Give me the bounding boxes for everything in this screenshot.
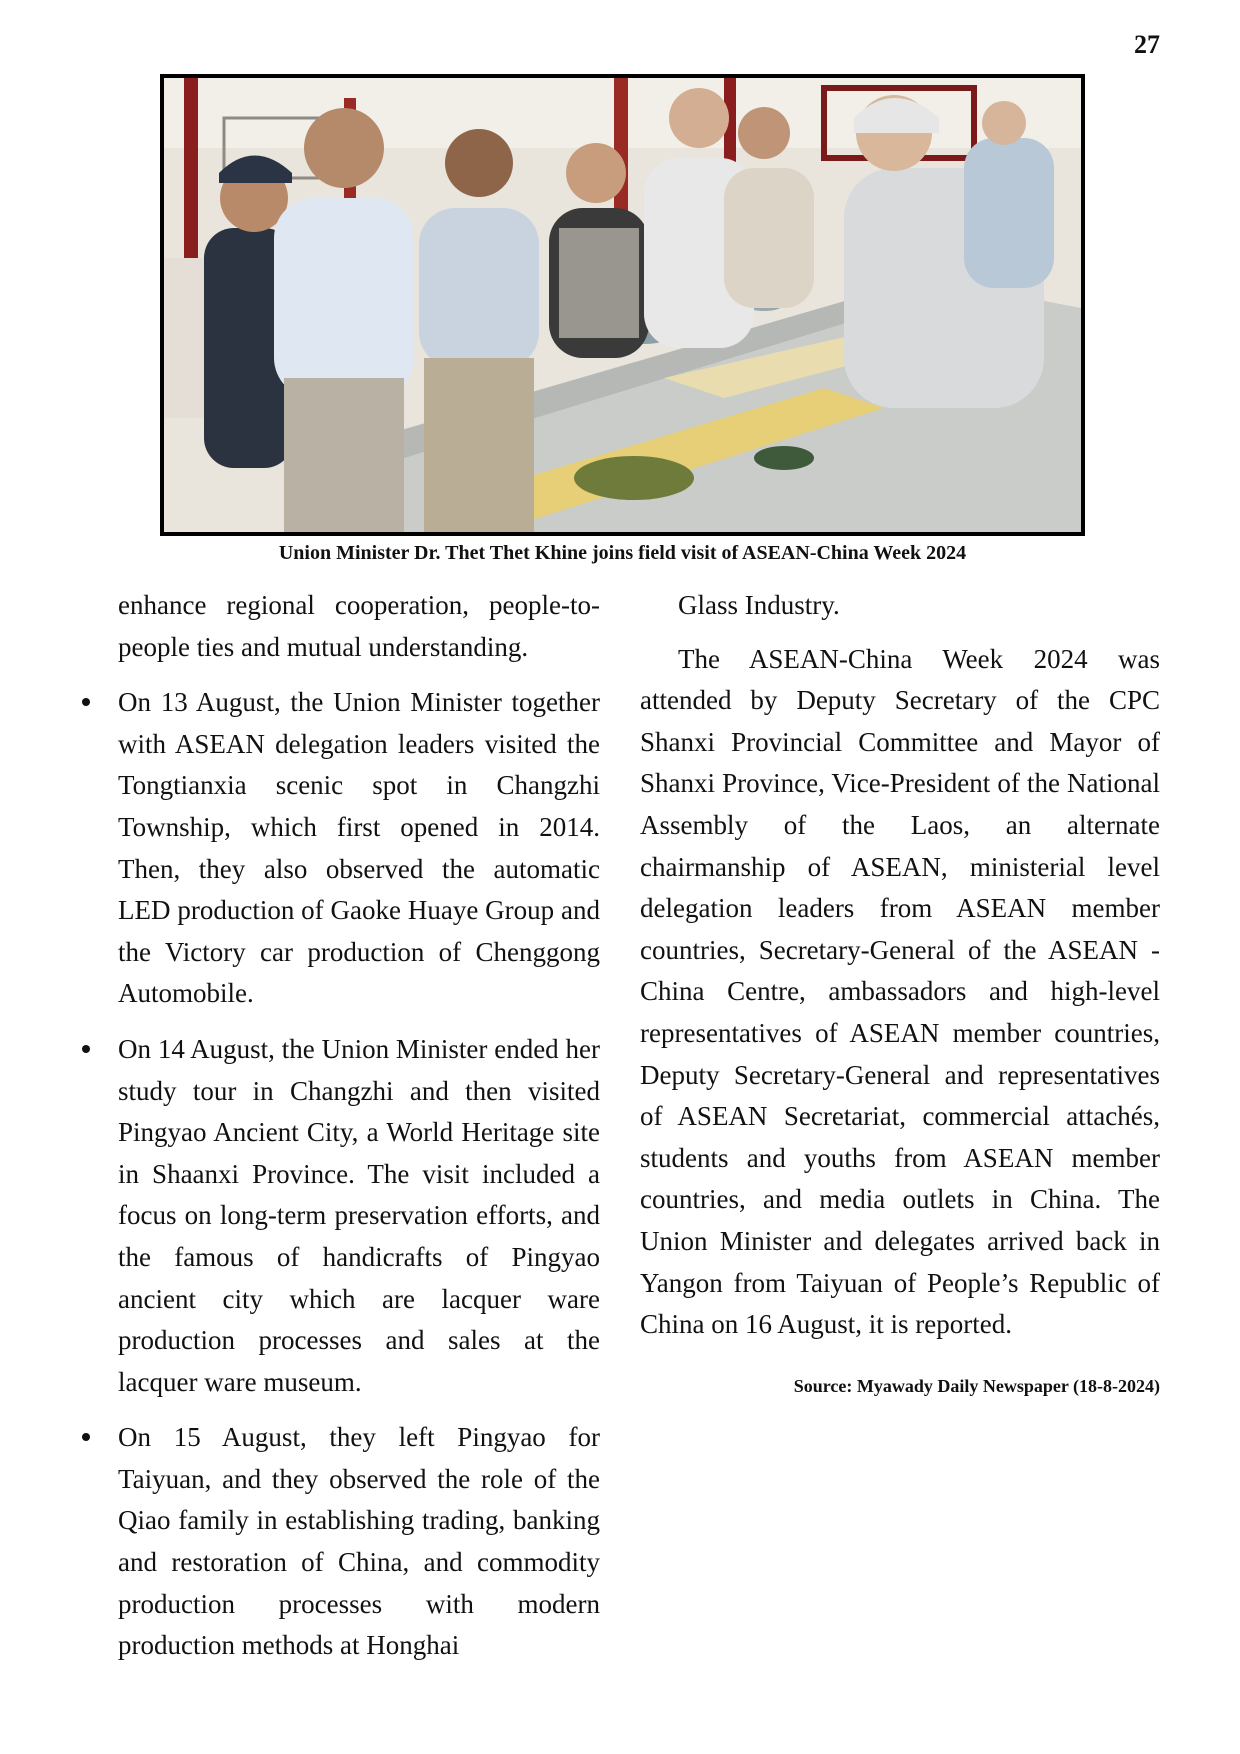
left-column — [118, 585, 600, 1681]
body-paragraph: The ASEAN-China Week 2024 was attended by Deputy Secretary of the CPC Shanxi Provincial Committee and Mayor of Shanxi Province, Vice-President of the National Assembly of the Laos, an alternate chairmanship of ASEAN, ministerial level delegation leaders from ASEAN member countries, Secretary-General of the ASEAN -China Centre, ambassadors and high-level representatives of ASEAN member countries, Deputy Secretary-General and representatives of ASEAN Secretariat, commercial attachés, students and youths from ASEAN member countries, and media outlets in China. The Union Minister and delegates arrived back in Yangon from Taiyuan of People’s Republic of China on 16 August, it is reported. — [640, 643, 1160, 1340]
source-credit: Source: Myawady Daily Newspaper (18-8-2024) — [793, 1375, 1160, 1396]
bullet-text: On 13 August, the Union Minister together with ASEAN delegation leaders visited the Tongtianxia scenic spot in Changzhi Township, which first opened in 2014. Then, they also observed the automatic LED production of Gaoke Huaye Group and the Victory car production of Chenggong Automobile. — [118, 687, 600, 1009]
bullet-text: On 14 August, the Union Minister ended her study tour in Changzhi and then visited Pingyao Ancient City, a World Heritage site in Shaanxi Province. The visit included a focus on long-term preservation efforts, and the famous of handicrafts of Pingyao ancient city which are lacquer ware production processes and sales at the lacquer ware museum. — [118, 1033, 600, 1397]
list-item — [118, 1417, 600, 1667]
list-item — [118, 1029, 600, 1403]
lead-paragraph: enhance regional cooperation, people-to-people ties and mutual understanding. — [118, 590, 600, 662]
photo-caption: Union Minister Dr. Thet Thet Khine joins field visit of ASEAN-China Week 2024 — [278, 542, 967, 564]
bullet-icon — [82, 698, 90, 706]
page-number: 27 — [1134, 30, 1160, 59]
bullet-icon — [82, 1045, 90, 1053]
continuation-text: Glass Industry. — [678, 590, 840, 620]
list-item — [118, 682, 600, 1015]
news-photo — [160, 74, 1085, 536]
bullet-list — [118, 682, 600, 1667]
right-column — [640, 585, 1160, 1398]
bullet-icon — [82, 1433, 90, 1441]
bullet-text: On 15 August, they left Pingyao for Taiyuan, and they observed the role of the Qiao family in establishing trading, banking and restoration of China, and commodity production processes with modern production methods at Honghai — [118, 1422, 600, 1661]
